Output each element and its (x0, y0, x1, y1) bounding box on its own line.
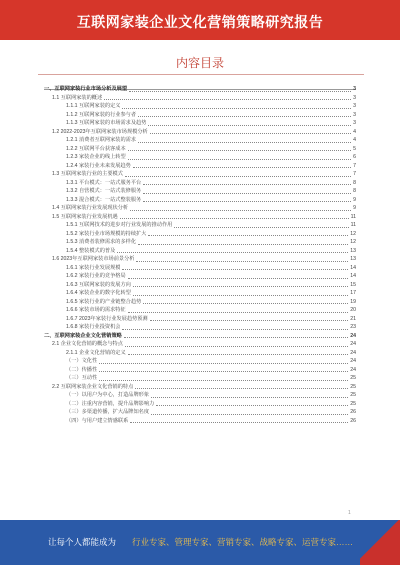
toc-entry[interactable] (44, 102, 356, 111)
toc-entry-page: 23 (350, 324, 356, 330)
toc-leader-dots (128, 150, 351, 151)
toc-entry-page: 24 (350, 366, 356, 373)
toc-entry-title: 1.3.1 平台模式：一站式服务平台 (66, 179, 142, 186)
toc-entry-title: 1.3.3 混合模式：一站式整装服务 (66, 196, 142, 203)
toc-leader-dots (122, 329, 348, 330)
toc-entry-title: 1.5.2 家装行业市场规模的持续扩大 (66, 230, 147, 237)
toc-leader-dots (117, 252, 348, 253)
toc-leader-dots (128, 354, 349, 355)
toc-leader-dots (124, 337, 348, 338)
toc-entry[interactable] (44, 196, 356, 205)
toc-entry-title: 二、互联网家装企业文化营销策略 (44, 332, 122, 339)
toc-entry-title: 1.1 互联网家装的概述 (52, 94, 103, 101)
toc-entry-page: 7 (353, 171, 356, 177)
toc-entry-title: （四）与用户建立情感联系 (66, 417, 129, 424)
toc-entry-page: 26 (350, 417, 356, 424)
toc-entry[interactable] (44, 340, 356, 349)
toc-entry-page: 24 (350, 349, 356, 356)
toc-entry-page: 25 (350, 375, 356, 381)
toc-entry-page: 4 (353, 137, 356, 143)
toc-entry[interactable] (44, 128, 356, 137)
toc-entry[interactable] (44, 272, 356, 281)
toc-entry[interactable] (44, 170, 356, 179)
toc-entry[interactable] (44, 391, 356, 400)
toc-entry-title: 1.6.2 家装行业的竞争格局 (66, 273, 126, 279)
toc-entry-title: 1.6.5 家装行业的产业链整合趋势 (66, 298, 142, 305)
toc-entry[interactable] (44, 357, 356, 366)
toc-leader-dots (99, 363, 348, 364)
toc-entry[interactable] (44, 417, 356, 426)
toc-entry-title: 1.5.1 互联网技术的进步对行业发展的推动作用 (66, 222, 173, 228)
toc-entry-page: 9 (353, 196, 356, 203)
toc-entry-page: 25 (350, 400, 356, 407)
toc-entry-title: 2.2 互联网家装企业文化营销的特点 (52, 383, 134, 390)
toc-entry[interactable] (44, 306, 356, 315)
toc-entry[interactable] (44, 366, 356, 375)
toc-leader-dots (143, 193, 351, 194)
toc-entry-title: （二）传播性 (66, 366, 98, 373)
toc-entry-title: 1.1.3 互联网家装的市场需求及趋势 (66, 120, 147, 126)
report-title: 互联网家装企业文化营销策略研究报告 (76, 14, 324, 30)
toc-leader-dots (99, 380, 348, 381)
toc-entry-title: 1.6.8 家装行业投资机会 (66, 324, 121, 330)
toc-leader-dots (133, 286, 348, 287)
toc-leader-dots (104, 99, 351, 100)
toc-leader-dots (143, 303, 348, 304)
toc-entry[interactable] (44, 400, 356, 409)
toc-entry[interactable] (44, 323, 356, 332)
toc-leader-dots (143, 201, 351, 202)
toc-entry-title: （三）多渠道传播，扩大品牌知名度 (66, 409, 150, 415)
toc-leader-dots (151, 397, 348, 398)
toc-entry[interactable] (44, 315, 356, 324)
toc-leader-dots (150, 133, 351, 134)
toc-entry[interactable] (44, 298, 356, 307)
toc-entry-page: 19 (350, 298, 356, 305)
toc-entry-page: 3 (353, 86, 356, 92)
toc-entry[interactable] (44, 408, 356, 417)
toc-entry-title: （三）互动性 (66, 375, 98, 381)
toc-entry-page: 14 (350, 264, 356, 271)
toc-entry[interactable] (44, 264, 356, 273)
toc-leader-dots (174, 227, 348, 228)
toc-entry-page: 24 (350, 358, 356, 364)
toc-heading: 内容目录 (175, 56, 224, 70)
toc-entry[interactable] (44, 153, 356, 162)
toc-entry-page: 9 (353, 205, 356, 211)
toc-leader-dots (143, 184, 351, 185)
toc-leader-dots (122, 108, 351, 109)
toc-entry-title: 1.3.2 自营模式：一站式装修服务 (66, 188, 142, 194)
footer-slogan: 让每个人都能成为 (48, 537, 117, 547)
toc-entry-title: 1.1.1 互联网家装的定义 (66, 103, 121, 109)
toc-entry-page: 5 (353, 145, 356, 152)
toc-entry-title: 1.6.4 家装企业的数字化转型 (66, 290, 131, 296)
toc-leader-dots (136, 261, 348, 262)
toc-entry-title: 1.2 2022-2023年互联网家装市场规模分析 (52, 128, 148, 135)
toc-entry-page: 20 (350, 307, 356, 313)
toc-entry-page: 17 (350, 290, 356, 296)
header-bar (0, 0, 400, 40)
toc-entry[interactable] (44, 213, 356, 222)
toc-entry[interactable] (44, 204, 356, 213)
toc-entry[interactable] (44, 289, 356, 298)
toc-entry-title: 1.6.3 互联网家装的发展方向 (66, 281, 131, 288)
toc-leader-dots (128, 278, 349, 279)
toc-entry[interactable] (44, 332, 356, 341)
toc-entry[interactable] (44, 238, 356, 247)
toc-entry-page: 4 (353, 128, 356, 135)
toc-entry-page: 3 (353, 120, 356, 126)
toc-entry-title: （一）文化性 (66, 358, 98, 364)
toc-leader-dots (156, 405, 348, 406)
page-number: 1 (348, 510, 351, 516)
toc-entry[interactable] (44, 255, 356, 264)
toc-entry-page: 12 (350, 239, 356, 245)
toc-entry[interactable] (44, 162, 356, 171)
toc-entry-page: 14 (350, 273, 356, 279)
toc-leader-dots (122, 269, 348, 270)
toc-entry[interactable] (44, 145, 356, 154)
toc-entry-page: 8 (353, 188, 356, 194)
toc-entry[interactable] (44, 85, 356, 94)
table-of-contents (44, 85, 356, 425)
toc-entry-page: 24 (350, 341, 356, 347)
toc-entry-page: 6 (353, 154, 356, 160)
heading-divider (38, 74, 364, 75)
toc-leader-dots (130, 422, 348, 423)
toc-leader-dots (151, 414, 348, 415)
toc-leader-dots (148, 125, 351, 126)
toc-entry-page: 3 (353, 103, 356, 109)
toc-entry-title: 1.2.1 消费者互联网家装的需求 (66, 137, 137, 143)
toc-leader-dots (129, 91, 351, 92)
toc-entry-title: 1.5 互联网家装行业发展机遇 (52, 213, 118, 220)
toc-entry-page: 8 (353, 179, 356, 186)
toc-entry-page: 3 (353, 111, 356, 118)
toc-entry-title: 1.5.4 整装模式的普及 (66, 247, 116, 254)
toc-entry[interactable] (44, 111, 356, 120)
toc-leader-dots (138, 244, 348, 245)
toc-entry-title: 1.2.4 家装行业未来发展趋势 (66, 162, 131, 169)
toc-entry-title: 1.6 2023年互联网家装市场前景分析 (52, 256, 135, 262)
toc-entry-title: 1.2.3 家装企业的线上转型 (66, 154, 126, 160)
toc-leader-dots (138, 116, 351, 117)
toc-leader-dots (125, 176, 351, 177)
toc-entry-page: 13 (350, 256, 356, 262)
toc-entry-page: 13 (350, 247, 356, 254)
toc-leader-dots (135, 388, 348, 389)
toc-entry-page: 12 (350, 230, 356, 237)
toc-entry-title: 1.6.6 家装市场的需求特征 (66, 307, 126, 313)
toc-entry[interactable] (44, 247, 356, 256)
toc-entry[interactable] (44, 179, 356, 188)
toc-entry-title: 1.6.1 家装行业发展规模 (66, 264, 121, 271)
toc-leader-dots (133, 295, 348, 296)
toc-entry-page: 25 (350, 383, 356, 390)
toc-entry-page: 24 (350, 332, 356, 339)
toc-entry-title: 1.1.2 互联网家装的行业参与者 (66, 111, 137, 118)
toc-leader-dots (150, 320, 349, 321)
footer-tagline: 行业专家、管理专家、营销专家、战略专家、运营专家…… (132, 537, 354, 547)
toc-leader-dots (125, 346, 348, 347)
toc-leader-dots (148, 235, 348, 236)
toc-leader-dots (128, 312, 349, 313)
toc-entry-page: 15 (350, 281, 356, 288)
toc-entry[interactable] (44, 230, 356, 239)
toc-entry[interactable] (44, 221, 356, 230)
toc-entry-title: 2.1 企业文化营销的概念与特点 (52, 341, 123, 347)
toc-entry-title: 1.6.7 2023年家装行业发展趋势预测 (66, 315, 148, 322)
toc-entry-title: 一、互联网家装行业市场分析及展望 (44, 86, 128, 92)
footer-banner (0, 520, 400, 565)
toc-entry-title: （二）注重内容营销，提升品牌影响力 (66, 400, 155, 407)
toc-entry-page: 11 (350, 222, 356, 228)
toc-entry-title: （一）以用户为中心，打造品牌形象 (66, 392, 150, 398)
toc-entry-page: 26 (350, 409, 356, 415)
toc-leader-dots (133, 167, 351, 168)
toc-entry[interactable] (44, 119, 356, 128)
toc-entry-title: 1.4 互联网家装行业发展现状分析 (52, 205, 129, 211)
footer-accent-shape (360, 520, 400, 565)
toc-entry-page: 7 (353, 162, 356, 169)
toc-entry-page: 21 (350, 315, 356, 322)
toc-entry-title: 2.1.1 企业文化营销的定义 (66, 349, 126, 356)
toc-entry-page: 11 (350, 213, 356, 220)
toc-entry[interactable] (44, 374, 356, 383)
toc-entry-title: 1.3 互联网家装行业的主要模式 (52, 171, 123, 177)
toc-entry-page: 25 (350, 392, 356, 398)
toc-entry[interactable] (44, 281, 356, 290)
toc-leader-dots (130, 210, 351, 211)
toc-entry[interactable] (44, 94, 356, 103)
toc-entry[interactable] (44, 383, 356, 392)
toc-entry-title: 1.2.2 互联网平台获客成本 (66, 145, 126, 152)
toc-entry[interactable] (44, 136, 356, 145)
toc-entry[interactable] (44, 187, 356, 196)
toc-leader-dots (99, 371, 348, 372)
toc-leader-dots (128, 159, 351, 160)
toc-entry-page: 3 (353, 94, 356, 101)
toc-leader-dots (138, 142, 351, 143)
toc-entry-title: 1.5.3 消费者装修需求的多样化 (66, 239, 137, 245)
toc-leader-dots (120, 218, 349, 219)
toc-entry[interactable] (44, 349, 356, 358)
